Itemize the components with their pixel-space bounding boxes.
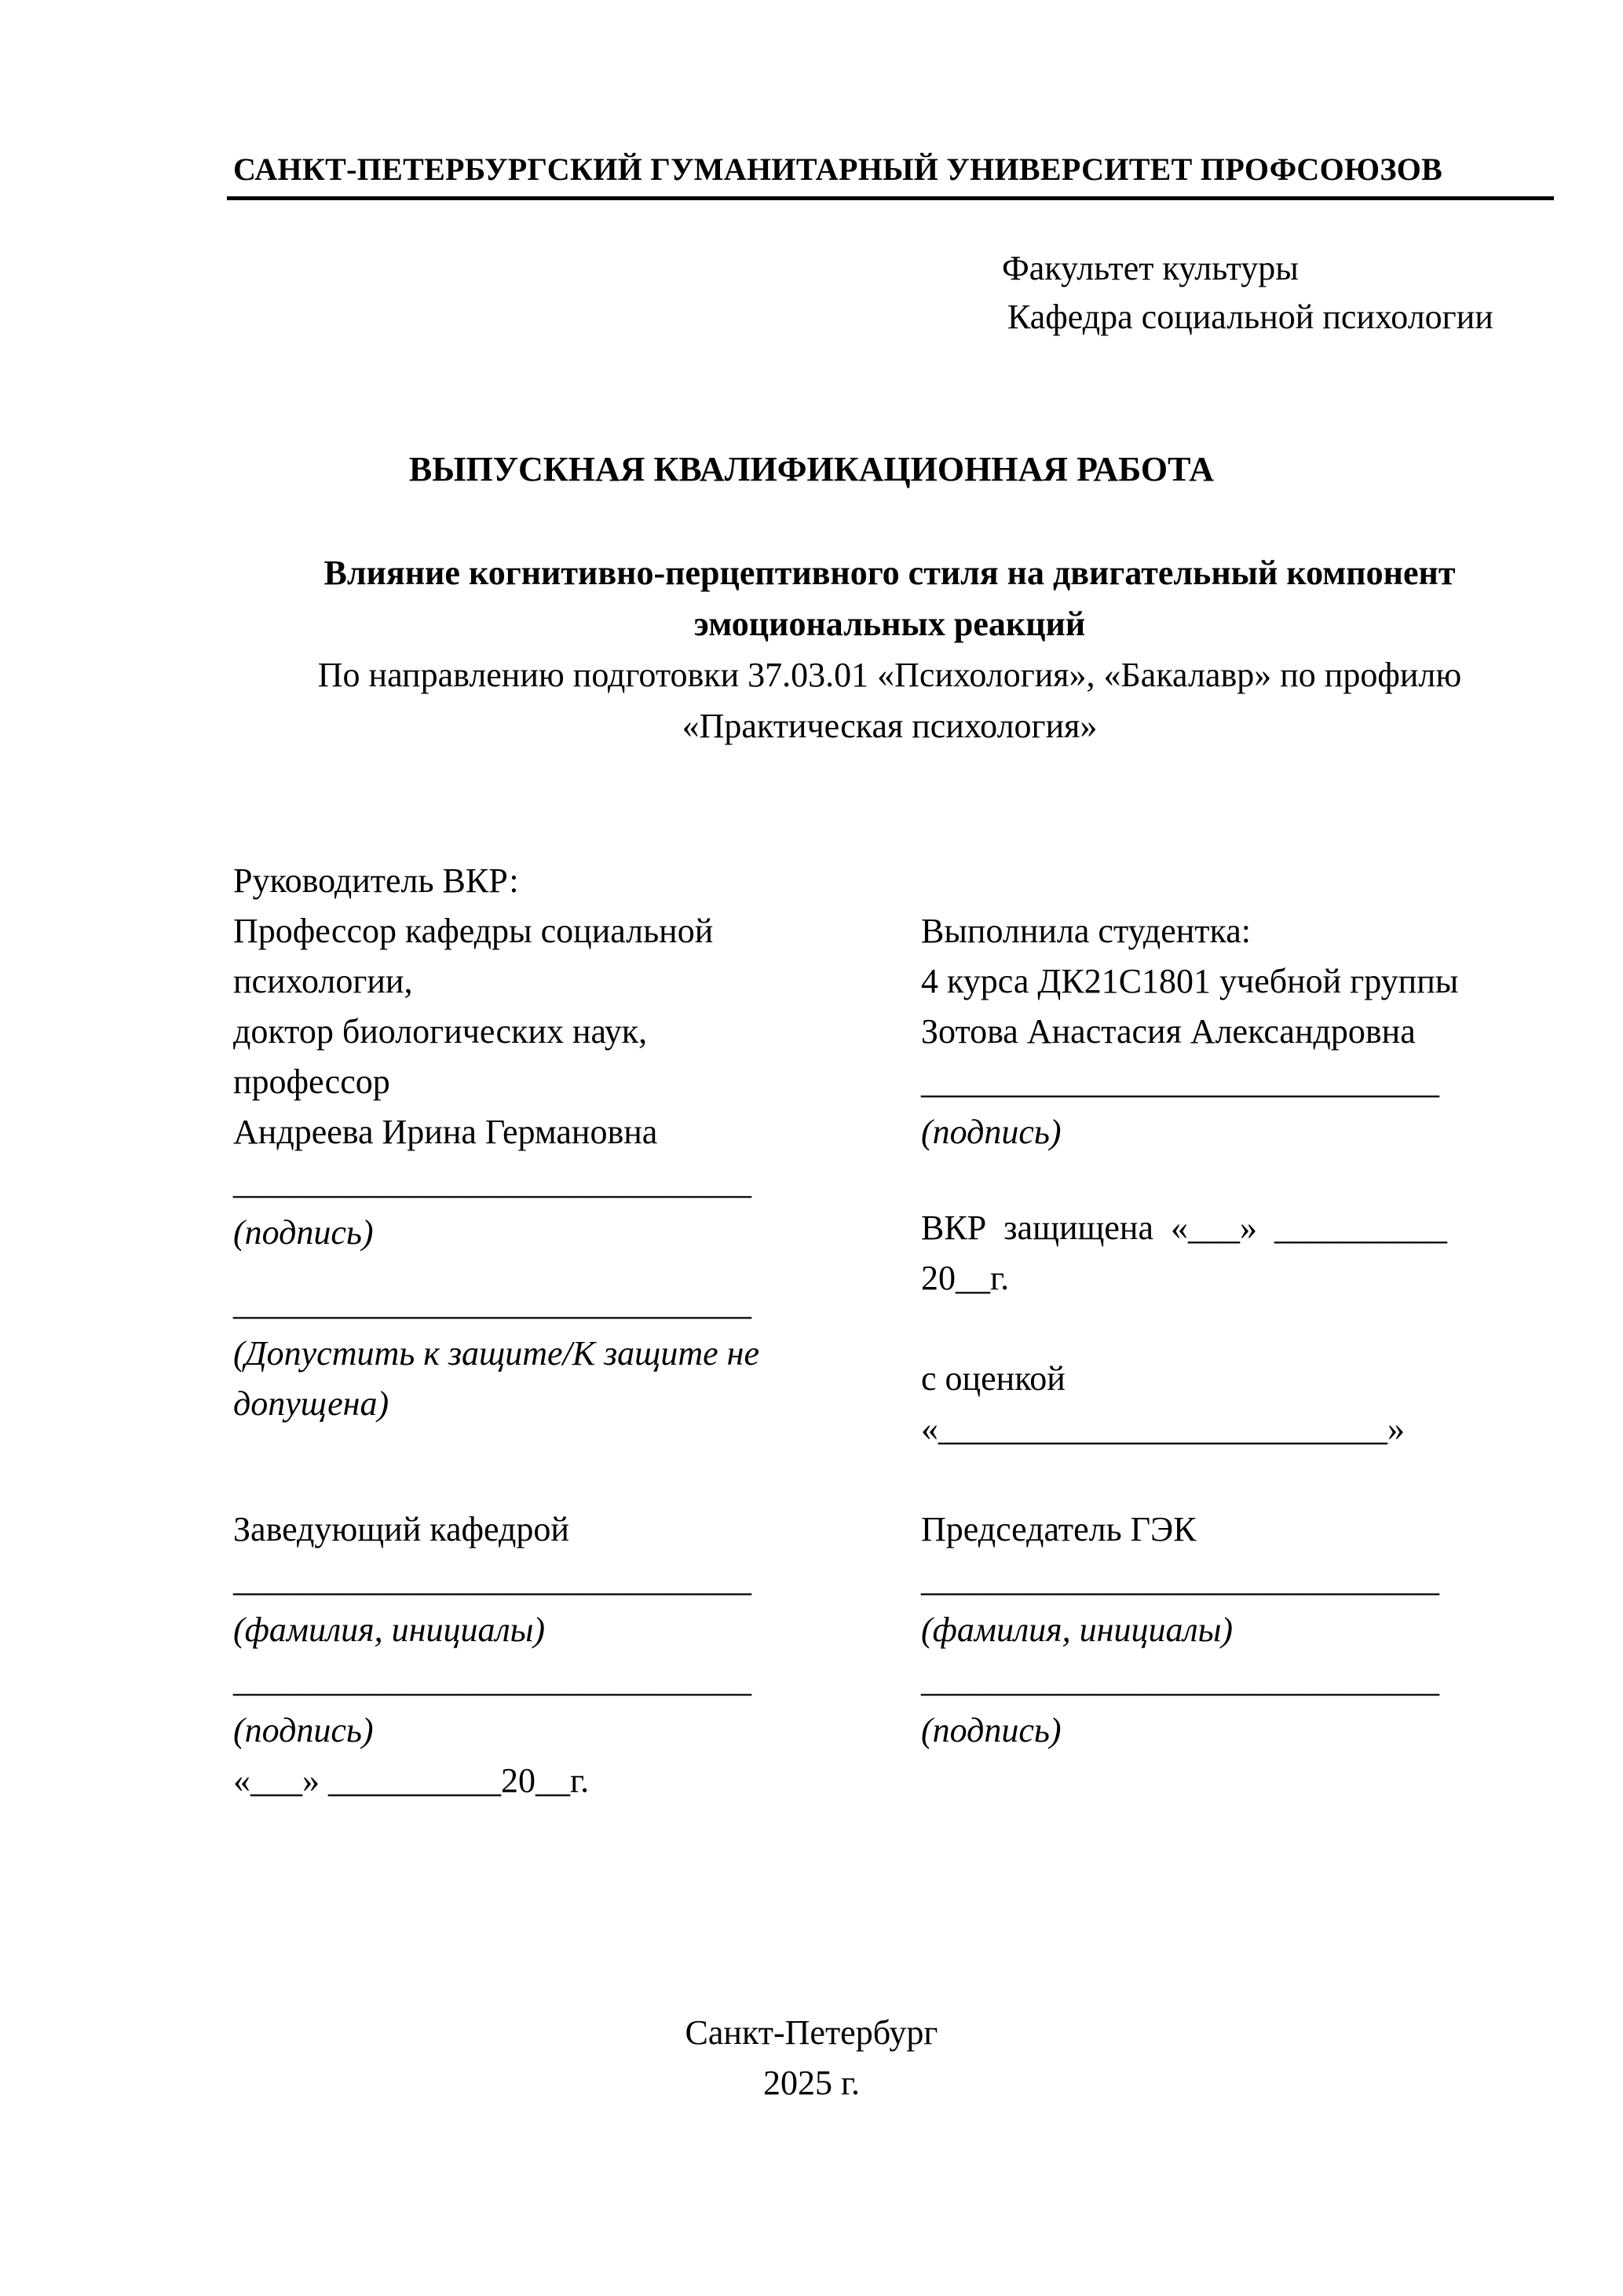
commission-chair-signature-blank: ______________________________ — [921, 1661, 1439, 1699]
grade-label: с оценкой — [921, 1359, 1066, 1398]
student-block — [921, 906, 1518, 1157]
footer-city: Санкт-Петербург — [685, 2013, 938, 2052]
student-group: 4 курса ДК21С1801 учебной группы — [921, 962, 1459, 1000]
admission-caption-line-1: (Допустить к защите/К защите не — [233, 1334, 760, 1373]
head-of-department-date: «___» __________20__г. — [233, 1761, 590, 1800]
supervisor-rank: профессор — [233, 1062, 390, 1101]
head-of-department-block — [233, 1504, 861, 1806]
faculty-name: Факультет культуры — [1002, 249, 1299, 287]
admission-caption-line-2: допущена) — [233, 1384, 389, 1423]
student-signature-blank: ______________________________ — [921, 1062, 1439, 1101]
head-of-department-name-caption: (фамилия, инициалы) — [233, 1610, 546, 1649]
department-name: Кафедра социальной психологии — [1007, 298, 1493, 336]
head-of-department-signature-blank: ______________________________ — [233, 1661, 751, 1699]
footer-year: 2025 г. — [762, 2064, 861, 2102]
thesis-topic-line-2: эмоциональных реакций — [693, 605, 1086, 643]
supervisor-signature-blank: ______________________________ — [233, 1163, 751, 1201]
student-signature-caption: (подпись) — [921, 1113, 1062, 1151]
supervisor-degree: доктор биологических наук, — [233, 1012, 648, 1051]
thesis-topic-line-1: Влияние когнитивно-перцептивного стиля на двигательный компонент — [324, 554, 1456, 592]
supervisor-block — [233, 856, 861, 1258]
defense-date-line-2: 20__г. — [921, 1259, 1010, 1297]
commission-chair-label: Председатель ГЭК — [921, 1510, 1197, 1548]
supervisor-position-line-2: психологии, — [233, 962, 413, 1000]
supervisor-name: Андреева Ирина Германовна — [233, 1113, 658, 1151]
grade-block — [921, 1354, 1518, 1454]
admission-blank: ______________________________ — [233, 1284, 751, 1322]
head-of-department-signature-caption: (подпись) — [233, 1711, 374, 1749]
head-of-department-label: Заведующий кафедрой — [233, 1510, 569, 1548]
study-direction-line-2: «Практическая психология» — [682, 707, 1098, 745]
head-of-department-name-blank: ______________________________ — [233, 1560, 751, 1599]
university-name: САНКТ-ПЕТЕРБУРГСКИЙ ГУМАНИТАРНЫЙ УНИВЕРСИТЕТ ПРОФСОЮЗОВ — [233, 152, 1443, 187]
commission-chair-name-caption: (фамилия, инициалы) — [921, 1610, 1234, 1649]
student-name: Зотова Анастасия Александровна — [921, 1012, 1416, 1051]
defense-date-line-1: ВКР защищена «___» __________ — [921, 1208, 1447, 1247]
defense-block — [921, 1203, 1518, 1303]
document-type-heading: ВЫПУСКНАЯ КВАЛИФИКАЦИОННАЯ РАБОТА — [408, 450, 1215, 488]
student-label: Выполнила студентка: — [921, 912, 1251, 950]
study-direction-line-1: По направлению подготовки 37.03.01 «Психология», «Бакалавр» по профилю — [317, 656, 1462, 694]
supervisor-position-line-1: Профессор кафедры социальной — [233, 912, 714, 950]
header-rule — [227, 196, 1554, 200]
grade-blank: «__________________________» — [921, 1409, 1405, 1448]
supervisor-label: Руководитель ВКР: — [233, 861, 519, 900]
commission-chair-name-blank: ______________________________ — [921, 1560, 1439, 1599]
commission-chair-block — [921, 1504, 1518, 1756]
admission-block — [233, 1278, 861, 1429]
supervisor-signature-caption: (подпись) — [233, 1213, 374, 1252]
commission-chair-signature-caption: (подпись) — [921, 1711, 1062, 1749]
